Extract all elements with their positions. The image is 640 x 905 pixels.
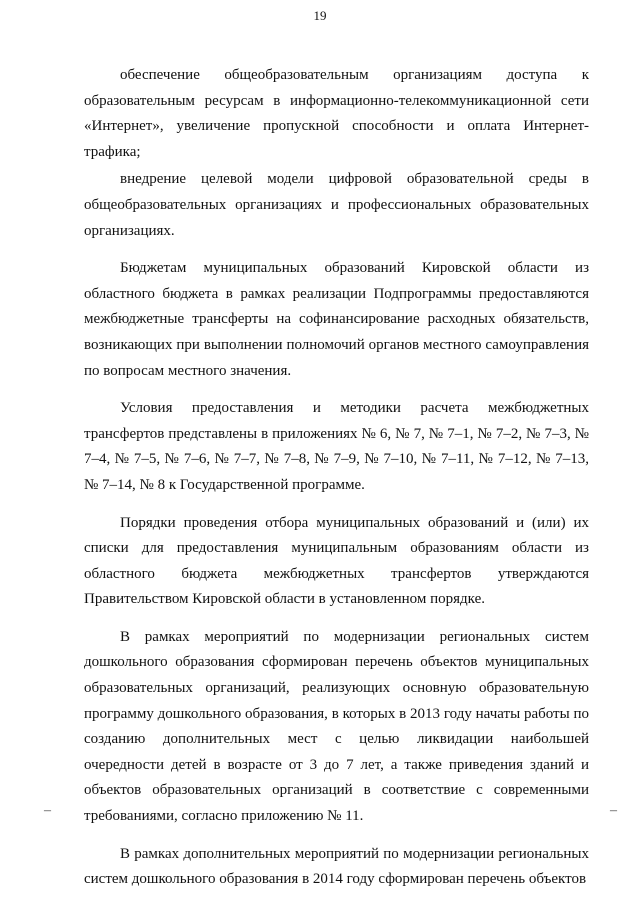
paragraph-digital-environment: внедрение целевой модели цифровой образовательной среды в общеобразовательных организациях и профессиональных образовательных организациях. xyxy=(84,171,589,239)
left-margin-mark: – xyxy=(44,803,51,818)
page-number: 19 xyxy=(313,8,327,23)
paragraph-preschool-modernization-2013: В рамках мероприятий по модернизации региональных систем дошкольного образования сформирован перечень объектов муниципальных образовательных организаций, реализующих основную образовательную программу дошкольного образования, в которых в 2013 году начаты работы по созданию дополнительных мест с целью ликвидации наибольшей очередности детей в возрасте от 3 до 7 лет, а также приведения зданий и объектов образовательных организаций в соответствие с современными требованиями, согласно приложению № 11. xyxy=(84,628,589,825)
document-body xyxy=(84,63,589,893)
paragraph-transfer-conditions: Условия предоставления и методики расчета межбюджетных трансфертов представлены в приложениях № 6, № 7, № 7–1, № 7–2, № 7–3, № 7–4, № 7–5, № 7–6, № 7–7, № 7–8, № 7–9, № 7–10, № 7–11, № 7–12, № 7–13, № 7–14, № 8 к Государственной программе. xyxy=(84,400,589,493)
paragraph-selection-procedures: Порядки проведения отбора муниципальных образований и (или) их списки для предоставления муниципальным образованиям области из областного бюджета межбюджетных трансфертов утверждаются Правительством Кировской области в установленном порядке. xyxy=(84,514,589,608)
paragraph-preschool-modernization-2014: В рамках дополнительных мероприятий по модернизации региональных систем дошкольного образования в 2014 году сформирован перечень объектов xyxy=(84,845,589,888)
paragraph-internet-access: обеспечение общеобразовательным организациям доступа к образовательным ресурсам в информационно-телекоммуникационной сети «Интернет», увеличение пропускной способности и оплата Интернет-трафика; xyxy=(84,67,589,160)
paragraph-budget-transfers: Бюджетам муниципальных образований Кировской области из областного бюджета в рамках реализации Подпрограммы предоставляются межбюджетные трансферты на софинансирование расходных обязательств, возникающих при выполнении полномочий органов местного самоуправления по вопросам местного значения. xyxy=(84,260,589,379)
right-margin-mark: – xyxy=(610,803,617,818)
